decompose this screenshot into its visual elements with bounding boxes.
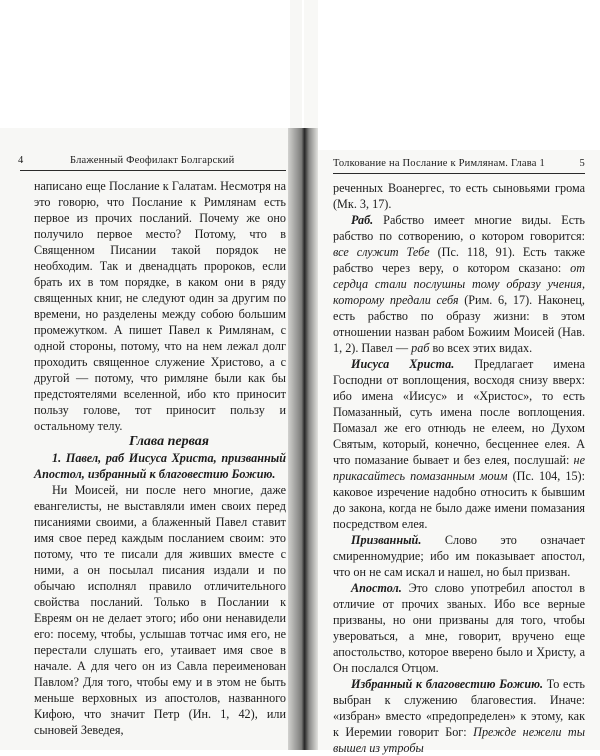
right-text-column <box>333 180 585 756</box>
left-text-column <box>34 178 286 738</box>
right-page-top-margin <box>318 0 600 150</box>
left-paragraph-top: написано еще Послание к Галатам. Несмотря на это говорю, что Послание к Римлянам есть первое из прочих посланий. Почему же оно получило первое место? Потому, что в Священном Писании такой порядок не необходим. Так и двенадцать пророков, если брать их в том порядке, в каком они в ряду священных книг, не следуют один за другим по времени, но разделены между собою большим промежутком. А пишет Павел к Римлянам, с одной стороны, потому, что на нем лежал долг проходить священное служение Христово, а с другой — потому, что римляне были как бы предстоятелями вселенной, ибо кто приносит пользу голове, тот приносит пользу и остальному телу. <box>34 179 286 433</box>
text-segment: То есть выбран к служению благовестия. Иначе: «избран» вместо «предопределен» к этому, как к Иеремии говорит Бог: <box>333 677 585 739</box>
term-apostol: Апостол. <box>351 581 402 595</box>
term-rab: Раб. <box>351 213 374 227</box>
left-page-number: 4 <box>18 155 24 166</box>
quote-segment: раб <box>411 341 430 355</box>
text-segment: Предлагает имена Господни от воплощения, восходя снизу вверх: ибо имена «Иисус» и «Христос», то есть Помазанный, суть имена после воплощения. Помазал же его отнюдь не елеем, но Духом Святым, который, конечно, бесценнее елея. А что помазание бывает и без елея, послушай: <box>333 357 585 467</box>
left-paragraph-commentary: Ни Моисей, ни после него многие, даже евангелисты, не выставляли имен своих перед писаниями своими, а блаженный Павел ставит имя свое перед каждым посланием своим: это потому, что те писали для живших вместе с ними, а он посылал писания издали и по обычаю исполнял правило отличительного свойства посланий. Только в Послании к Евреям он не делает этого; ибо они ненавидели его: посему, чтобы, услышав тотчас имя его, не перестали слушать его, утаивает имя свое в начале. А для чего он из Савла переименован Павлом? Для того, чтобы ему и в этом не быть меньше верховных из апостолов, названного Кифою, что значит Петр (Ин. 1, 42), или сыновей Зеведея, <box>34 483 286 737</box>
right-paragraph-apostol <box>333 580 585 676</box>
verse-1 <box>34 450 286 482</box>
text-segment: Это слово употребил апостол в отличие от прочих званых. Ибо все верные призваны, но они призваны для того, чтобы увероваться, а мне, говорит, вручено еще апостольство, которое вверено было и Христу, а Он послался Отцом. <box>333 581 585 675</box>
quote-segment: не прикасайтесь помазанным моим <box>333 453 585 483</box>
text-segment: (Рим. 6, 17). Наконец, есть рабство по образу жизни: в этом отношении назван рабом Божиим Моисей (Нав. 1, 2). Павел — <box>333 293 585 355</box>
text-segment: Рабство имеет многие виды. Есть рабство по сотворению, о котором говорится: <box>333 213 585 243</box>
right-paragraph-rab <box>333 212 585 356</box>
right-running-title: Толкование на Послание к Римлянам. Глава 1 <box>333 158 545 169</box>
quote-segment: от сердца стали послушны тому образу учения, которому предали себя <box>333 261 585 307</box>
text-segment: (Пс. 118, 91). Есть также рабство через веру, о котором сказано: <box>333 245 586 275</box>
book-gutter <box>288 128 318 750</box>
quote-segment: все служит Тебе <box>333 245 430 259</box>
chapter-heading: Глава первая <box>129 434 209 449</box>
right-paragraph-prizvanny <box>333 532 585 580</box>
text-segment: Слово это означает смиренномудрие; ибо им показывает апостол, что он не сам искал и нашел, но был призван. <box>333 533 585 579</box>
left-page-top-margin <box>0 0 290 128</box>
left-header-rule <box>20 170 286 171</box>
verse-number: 1. <box>52 451 62 465</box>
right-paragraph-1: реченных Воанергес, то есть сыновьями грома (Мк. 3, 17). <box>333 181 585 211</box>
verse-text: Павел, раб Иисуса Христа, призванный Апостол, избранный к благовестию Божию. <box>34 451 287 481</box>
right-page-number: 5 <box>579 158 585 169</box>
right-paragraph-izbranny <box>333 676 585 756</box>
text-segment: во всех этих видах. <box>429 341 533 355</box>
term-izbranny: Избранный к благовестию Божию. <box>351 677 544 691</box>
right-paragraph-iisus <box>333 356 585 532</box>
text-segment: (Пс. 104, 15): каковое изречение надобно относить к бывшим до закона, когда не было даже имени помазания посредством елея. <box>333 469 585 531</box>
left-running-title: Блаженный Феофилакт Болгарский <box>70 155 235 166</box>
right-header-rule <box>333 173 585 174</box>
term-iisusa-hrista: Иисуса Христа. <box>351 357 455 371</box>
quote-segment: Прежде нежели ты вышел из утробы <box>333 725 585 755</box>
term-prizvanny: Призванный. <box>351 533 422 547</box>
